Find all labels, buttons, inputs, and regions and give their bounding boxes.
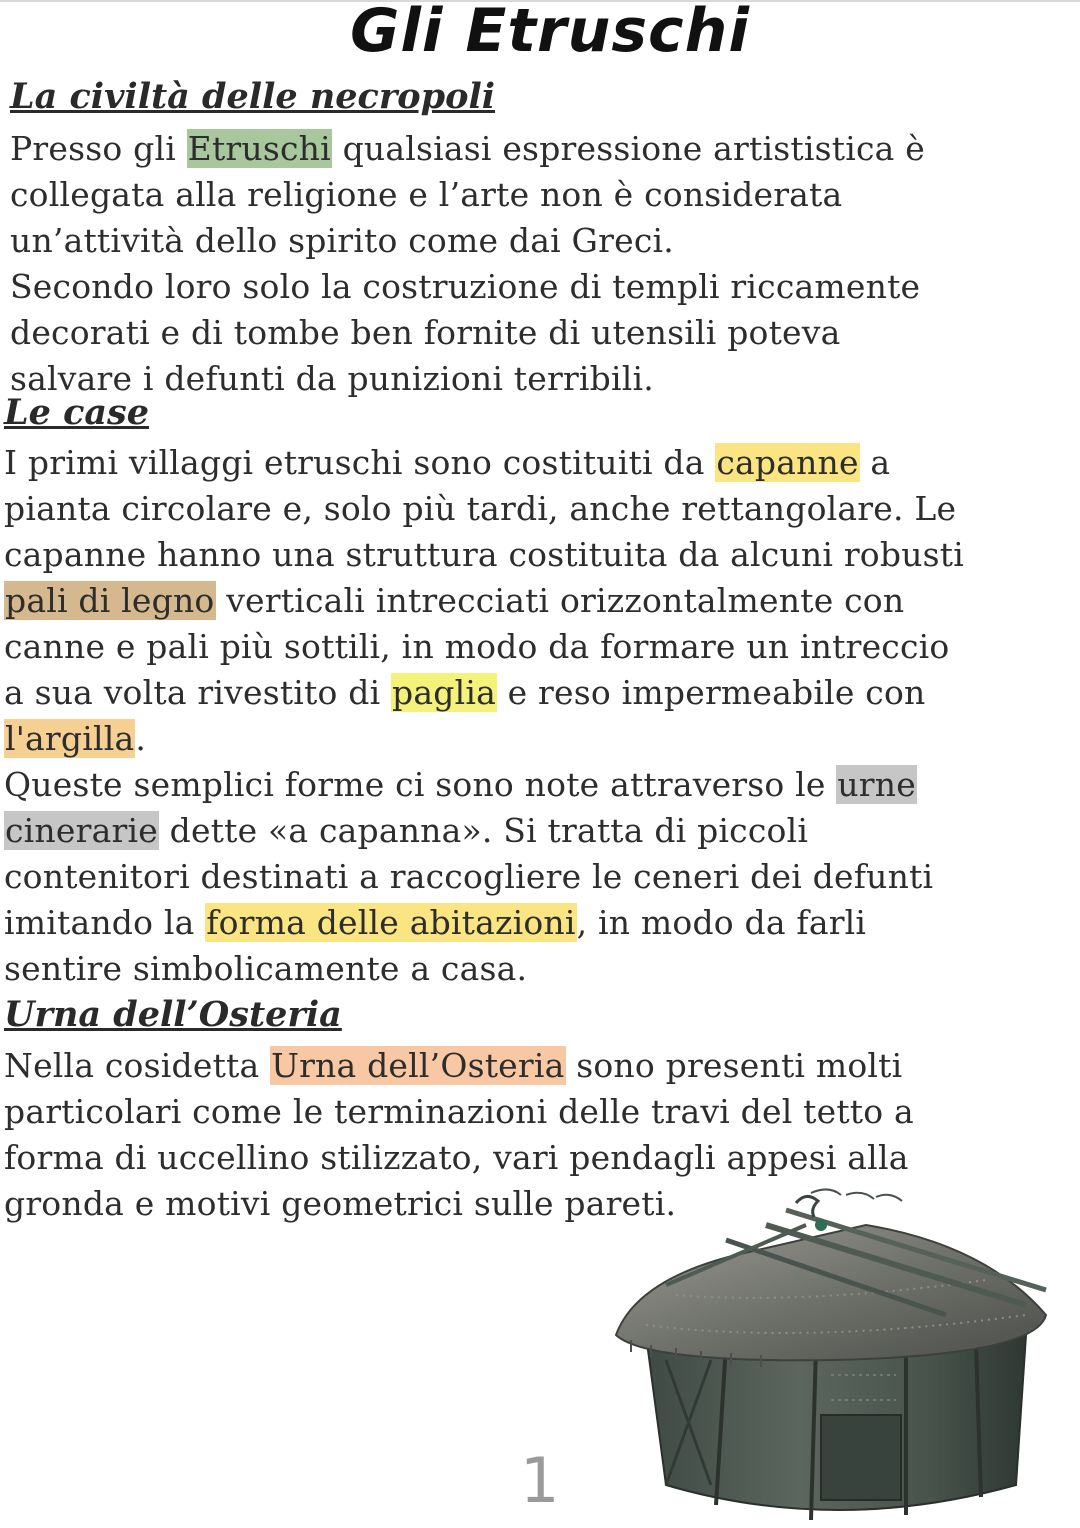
- text-line: imitando la forma delle abitazioni, in modo da farli: [4, 903, 867, 942]
- text-line: decorati e di tombe ben fornite di utensili poteva: [10, 313, 841, 352]
- text-line: salvare i defunti da punizioni terribili.: [10, 359, 654, 398]
- text-line: sentire simbolicamente a casa.: [4, 949, 528, 988]
- text-line: pianta circolare e, solo più tardi, anche rettangolare. Le: [4, 489, 957, 528]
- highlight-urna-osteria: Urna dell’Osteria: [271, 1046, 565, 1085]
- highlight-pali-di-legno: pali di legno: [5, 581, 215, 620]
- text-line: collegata alla religione e l’arte non è considerata: [10, 175, 843, 214]
- highlight-argilla: l'argilla: [5, 719, 135, 758]
- highlight-capanne: capanne: [716, 443, 859, 482]
- text-line: Presso gli Etruschi qualsiasi espressione artististica è: [10, 129, 925, 168]
- highlight-forma-delle-abitazioni: forma delle abitazioni: [206, 903, 576, 942]
- highlight-paglia: paglia: [392, 673, 496, 712]
- text-line: contenitori destinati a raccogliere le ceneri dei defunti: [4, 857, 934, 896]
- highlight-etruschi: Etruschi: [187, 129, 331, 168]
- text-line: particolari come le terminazioni delle travi del tetto a: [4, 1092, 914, 1131]
- text-line: capanne hanno una struttura costituita da alcuni robusti: [4, 535, 964, 574]
- text-line: Nella cosidetta Urna dell’Osteria sono presenti molti: [4, 1046, 903, 1085]
- text-line: I primi villaggi etruschi sono costituiti da capanne a: [4, 443, 891, 482]
- paragraph-case: [4, 440, 964, 992]
- text-line: pali di legno verticali intrecciati orizzontalmente con: [5, 581, 905, 620]
- page-title: Gli Etruschi: [350, 0, 750, 66]
- heading-necropoli: La civiltà delle necropoli: [10, 76, 496, 117]
- text-line: l'argilla.: [5, 719, 147, 758]
- paragraph-necropoli: [10, 126, 925, 402]
- text-line: Secondo loro solo la costruzione di templi riccamente: [10, 267, 921, 306]
- highlight-urne: urne: [837, 765, 916, 804]
- text-line: forma di uccellino stilizzato, vari pendagli appesi alla: [4, 1138, 909, 1177]
- text-line: a sua volta rivestito di paglia e reso impermeabile con: [4, 673, 926, 712]
- page-number: 1: [520, 1444, 560, 1517]
- heading-osteria: Urna dell’Osteria: [4, 994, 342, 1035]
- text-line: cinerarie dette «a capanna». Si tratta di piccoli: [5, 811, 809, 850]
- text-line: Queste semplici forme ci sono note attraverso le urne: [4, 765, 916, 804]
- text-line: un’attività dello spirito come dai Greci.: [10, 221, 674, 260]
- text-line: gronda e motivi geometrici sulle pareti.: [4, 1184, 677, 1223]
- text-line: canne e pali più sottili, in modo da formare un intreccio: [4, 627, 950, 666]
- heading-case: Le case: [4, 392, 150, 433]
- hut-urn-illustration: [606, 1185, 1056, 1528]
- highlight-cinerarie: cinerarie: [5, 811, 158, 850]
